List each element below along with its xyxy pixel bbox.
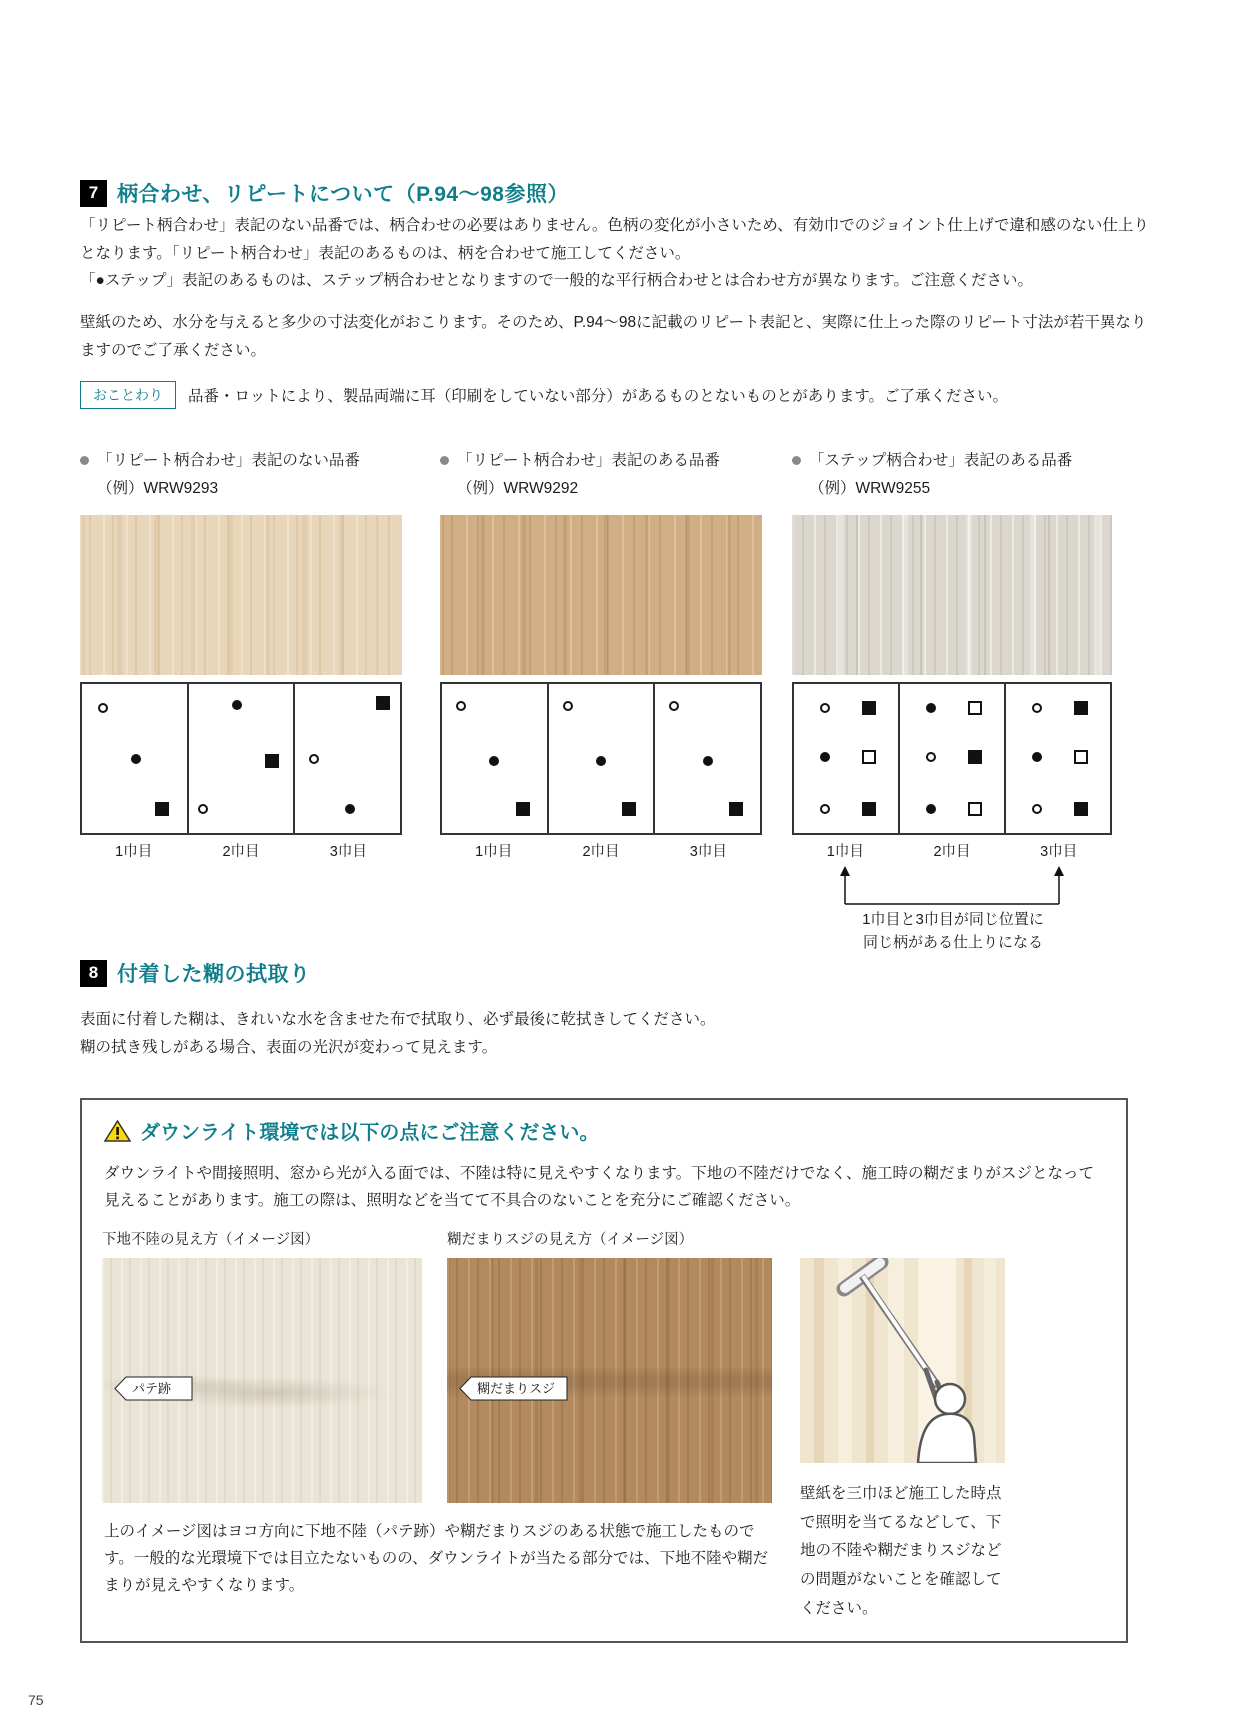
step-match-arrows-icon bbox=[792, 864, 1112, 908]
open-circle-symbol bbox=[820, 804, 830, 814]
bullet-icon bbox=[80, 456, 89, 465]
width-label-3: 3巾目 bbox=[689, 844, 727, 860]
width-label-1: 1巾目 bbox=[475, 844, 513, 860]
open-circle-symbol bbox=[926, 752, 936, 762]
example2-code: （例）WRW9292 bbox=[457, 480, 579, 498]
example-column-step bbox=[792, 450, 1112, 952]
warning-note-right: 壁紙を三巾ほど施工した時点で照明を当てるなどして、下地の不陸や糊だまりスジなどの問題がないことを確認してください。 bbox=[800, 1485, 1002, 1617]
width-panel-2 bbox=[187, 684, 296, 833]
filled-circle-symbol bbox=[1032, 752, 1042, 762]
width-label-3: 3巾目 bbox=[1040, 844, 1078, 860]
open-circle-symbol bbox=[98, 703, 108, 713]
filled-square-symbol bbox=[729, 802, 743, 816]
example3-code: （例）WRW9255 bbox=[809, 480, 931, 498]
bullet-icon bbox=[440, 456, 449, 465]
pattern-diagram-no-repeat bbox=[80, 682, 402, 835]
filled-circle-symbol bbox=[345, 804, 355, 814]
wallpaper-swatch-wrw9255 bbox=[792, 515, 1112, 675]
width-label-1: 1巾目 bbox=[115, 844, 153, 860]
width-panel-2 bbox=[547, 684, 656, 833]
width-label-2: 2巾目 bbox=[933, 844, 971, 860]
section8-paragraph-2: 糊の拭き残しがある場合、表面の光沢が変わって見えます。 bbox=[80, 1038, 498, 1056]
filled-circle-symbol bbox=[596, 756, 606, 766]
open-square-symbol bbox=[862, 750, 876, 764]
section7-header bbox=[80, 178, 569, 208]
section7-paragraph-3: 壁紙のため、水分を与えると多少の寸法変化がおこります。そのため、P.94～98に記載のリピート表記と、実際に仕上った際のリピート寸法が若干異なりますのでご了承ください。 bbox=[80, 314, 1147, 359]
okotowari-note bbox=[80, 381, 1008, 409]
okotowari-text: 品番・ロットにより、製品両端に耳（印刷をしていない部分）があるものとないものとがあります。ご了承ください。 bbox=[188, 388, 1008, 405]
width-label-1: 1巾目 bbox=[826, 844, 864, 860]
open-square-symbol bbox=[968, 701, 982, 715]
example-column-repeat bbox=[440, 450, 762, 860]
width-label-2: 2巾目 bbox=[582, 844, 620, 860]
example2-title: 「リピート柄合わせ」表記のある品番 bbox=[457, 452, 720, 469]
open-square-symbol bbox=[968, 802, 982, 816]
page-number: 75 bbox=[28, 1692, 44, 1708]
open-square-symbol bbox=[1074, 750, 1088, 764]
filled-square-symbol bbox=[516, 802, 530, 816]
image-caption-glue: 糊だまりスジの見え方（イメージ図） bbox=[447, 1232, 694, 1248]
warning-note-left: 上のイメージ図はヨコ方向に下地不陸（パテ跡）や糊だまりスジのある状態で施工したものです。一般的な光環境下では目立たないものの、ダウンライトが当たる部分では、下地不陸や糊だまりが見えやすくなります。 bbox=[104, 1523, 769, 1595]
filled-square-symbol bbox=[1074, 701, 1088, 715]
warning-body: ダウンライトや間接照明、窓から光が入る面では、不陸は特に見えやすくなります。下地の不陸だけでなく、施工時の糊だまりがスジとなって見えることがあります。施工の際は、照明などを当てて不具合のないことを充分にご確認ください。 bbox=[104, 1165, 1094, 1210]
warning-title: ダウンライト環境では以下の点にご注意ください。 bbox=[140, 1122, 600, 1144]
step-note-line2: 同じ柄がある仕上りになる bbox=[862, 934, 1043, 952]
filled-circle-symbol bbox=[926, 703, 936, 713]
pattern-diagram-step bbox=[792, 682, 1112, 835]
filled-square-symbol bbox=[862, 701, 876, 715]
pattern-diagram-repeat bbox=[440, 682, 762, 835]
open-circle-symbol bbox=[198, 804, 208, 814]
section8-paragraphs bbox=[80, 1006, 1152, 1061]
filled-square-symbol bbox=[265, 754, 279, 768]
filled-circle-symbol bbox=[703, 756, 713, 766]
width-panel-3 bbox=[655, 684, 760, 833]
section7-number-badge: 7 bbox=[80, 180, 107, 207]
width-panel-1 bbox=[442, 684, 547, 833]
section7-paragraph-1: 「リピート柄合わせ」表記のない品番では、柄合わせの必要はありません。色柄の変化が小さいため、有効巾でのジョイント仕上げで違和感のない仕上りとなります。「リピート柄合わせ」表記のあるものは、柄を合わせて施工してください。 bbox=[80, 217, 1149, 262]
glue-streak-image bbox=[447, 1258, 772, 1503]
worker-illustration bbox=[800, 1258, 1005, 1463]
open-circle-symbol bbox=[1032, 804, 1042, 814]
filled-circle-symbol bbox=[489, 756, 499, 766]
width-label-2: 2巾目 bbox=[222, 844, 260, 860]
width-labels bbox=[80, 840, 402, 861]
filled-square-symbol bbox=[155, 802, 169, 816]
width-labels bbox=[440, 840, 762, 861]
svg-text:糊だまりスジ: 糊だまりスジ bbox=[477, 1381, 556, 1396]
filled-square-symbol bbox=[1074, 802, 1088, 816]
wallpaper-swatch-wrw9292 bbox=[440, 515, 762, 675]
filled-square-symbol bbox=[376, 696, 390, 710]
open-circle-symbol bbox=[1032, 703, 1042, 713]
example3-title: 「ステップ柄合わせ」表記のある品番 bbox=[809, 452, 1073, 469]
section7-paragraph-2: 「●ステップ」表記のあるものは、ステップ柄合わせとなりますので一般的な平行柄合わせとは合わせ方が異なります。ご注意ください。 bbox=[80, 272, 1034, 290]
open-circle-symbol bbox=[309, 754, 319, 764]
svg-text:パテ跡: パテ跡 bbox=[132, 1381, 172, 1396]
worker-with-roller-icon bbox=[800, 1258, 1005, 1463]
width-panel-2 bbox=[898, 684, 1006, 833]
warning-triangle-icon bbox=[104, 1119, 131, 1143]
glue-callout-tag bbox=[459, 1376, 569, 1402]
filled-circle-symbol bbox=[232, 700, 242, 710]
example-column-no-repeat bbox=[80, 450, 402, 860]
section7-paragraph-3-wrap bbox=[80, 309, 1152, 364]
width-panel-3 bbox=[1006, 684, 1110, 833]
example1-title: 「リピート柄合わせ」表記のない品番 bbox=[97, 452, 360, 469]
putty-mark-image bbox=[102, 1258, 422, 1503]
bullet-icon bbox=[792, 456, 801, 465]
width-panel-1 bbox=[794, 684, 898, 833]
wallpaper-swatch-wrw9293 bbox=[80, 515, 402, 675]
filled-square-symbol bbox=[968, 750, 982, 764]
width-label-3: 3巾目 bbox=[329, 844, 367, 860]
width-panel-3 bbox=[295, 684, 400, 833]
section7-paragraphs bbox=[80, 212, 1152, 295]
section8-title: 付着した糊の拭取り bbox=[117, 963, 311, 986]
open-circle-symbol bbox=[456, 701, 466, 711]
section8-number-badge: 8 bbox=[80, 960, 107, 987]
filled-square-symbol bbox=[862, 802, 876, 816]
filled-square-symbol bbox=[622, 802, 636, 816]
filled-circle-symbol bbox=[131, 754, 141, 764]
image-caption-putty: 下地不陸の見え方（イメージ図） bbox=[102, 1232, 320, 1248]
filled-circle-symbol bbox=[820, 752, 830, 762]
warning-title-row bbox=[104, 1116, 599, 1145]
example1-code: （例）WRW9293 bbox=[97, 480, 219, 498]
section7-title: 柄合わせ、リピートについて（P.94～98参照） bbox=[117, 183, 569, 206]
downlight-warning-box bbox=[80, 1098, 1128, 1643]
section8-header bbox=[80, 958, 311, 988]
open-circle-symbol bbox=[563, 701, 573, 711]
open-circle-symbol bbox=[669, 701, 679, 711]
step-match-note bbox=[792, 908, 1114, 955]
step-note-line1: 1巾目と3巾目が同じ位置に bbox=[862, 911, 1044, 928]
section8-paragraph-1: 表面に付着した糊は、きれいな水を含ませた布で拭取り、必ず最後に乾拭きしてください。 bbox=[80, 1011, 716, 1028]
putty-callout-tag bbox=[114, 1376, 194, 1402]
width-labels bbox=[792, 840, 1112, 861]
okotowari-label: おことわり bbox=[80, 381, 176, 409]
open-circle-symbol bbox=[820, 703, 830, 713]
filled-circle-symbol bbox=[926, 804, 936, 814]
width-panel-1 bbox=[82, 684, 187, 833]
